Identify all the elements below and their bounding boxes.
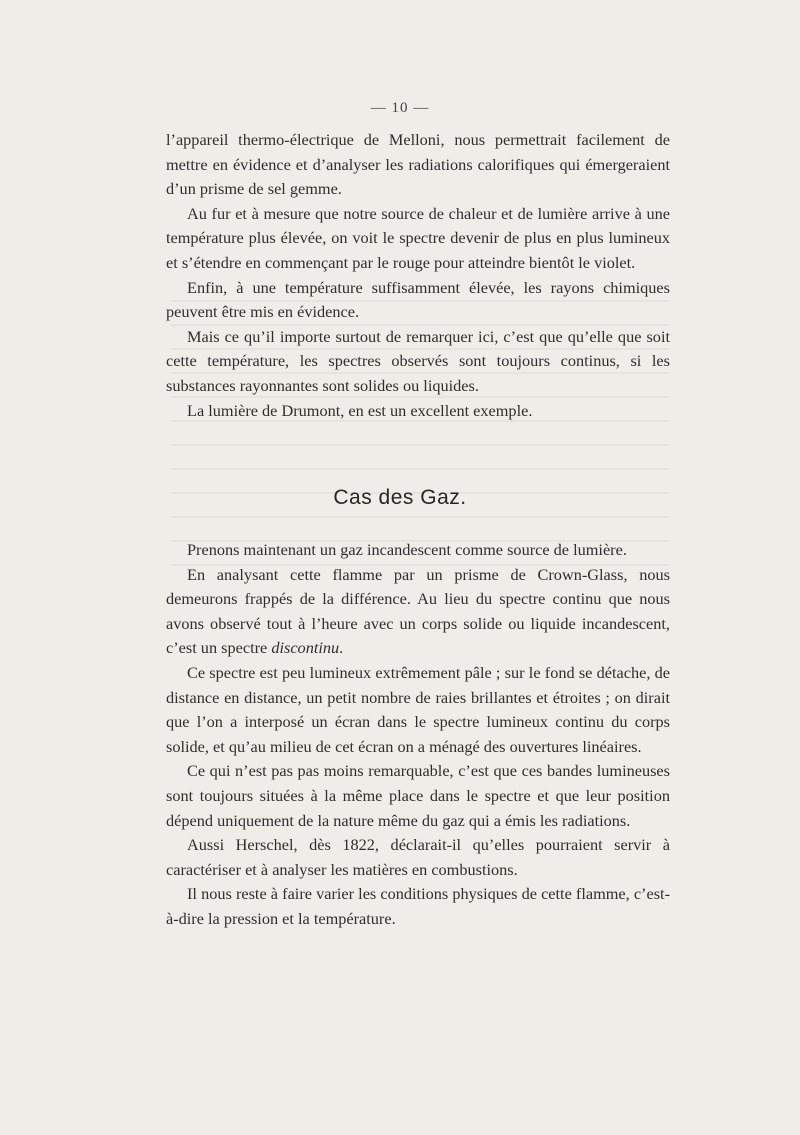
paragraph bbox=[166, 563, 670, 661]
section-heading: Cas des Gaz. bbox=[333, 486, 467, 509]
paragraph: Prenons maintenant un gaz incandescent comme source de lumière. bbox=[187, 540, 627, 559]
paragraph: Enfin, à une température suffisamment élevée, les rayons chimiques peuvent être mis en évidence. bbox=[166, 277, 670, 322]
paragraph: Ce qui n’est pas pas moins remarquable, c’est que ces bandes lumineuses sont toujours situées à la même place dans le spectre et que leur position dépend uniquement de la nature même du gaz qui a émis les radiations. bbox=[166, 761, 670, 830]
paragraph: Ce spectre est peu lumineux extrêmement pâle ; sur le fond se détache, de distance en distance, un petit nombre de raies brillantes et étroites ; on dirait que l’on a interposé un écran dans le spectre lumineux continu du corps solide, et qu’au milieu de cet écran on a ménagé des ouvertures linéaires. bbox=[166, 662, 670, 756]
paragraph-text: . bbox=[339, 638, 344, 658]
paragraph: Mais ce qu’il importe surtout de remarquer ici, c’est que qu’elle que soit cette température, les spectres observés sont toujours continus, si les substances rayonnantes sont solides ou liquides. bbox=[166, 326, 670, 395]
paragraph: Aussi Herschel, dès 1822, déclarait-il qu’elles pourraient servir à caractériser et à analyser les matières en combustions. bbox=[166, 835, 670, 879]
page-number: — 10 — bbox=[370, 100, 430, 116]
paragraph-text: En analysant cette flamme par un prisme de Crown-Glass, nous demeurons frappés de la différence. Au lieu du spectre continu que nous avons observé tout à l’heure avec un corps solide ou liquide incandescent, c’est un spectre bbox=[166, 564, 670, 658]
paragraph: l’appareil thermo-électrique de Melloni, nous permettrait facilement de mettre en évidence et d’analyser les radiations calorifiques qui émergeraient d’un prisme de sel gemme. bbox=[166, 130, 670, 199]
paragraph: Il nous reste à faire varier les conditions physiques de cette flamme, c’est-à-dire la pression et la température. bbox=[166, 884, 670, 928]
paragraph: Au fur et à mesure que notre source de chaleur et de lumière arrive à une température plus élevée, on voit le spectre devenir de plus en plus lumineux et s’étendre en commençant par le rouge pour atteindre bientôt le violet. bbox=[166, 203, 670, 272]
paragraph: La lumière de Drumont, en est un excellent exemple. bbox=[187, 400, 533, 420]
body-text-top bbox=[166, 128, 670, 423]
body-text-bottom bbox=[166, 538, 670, 932]
emphasized-word: discontinu bbox=[271, 638, 340, 658]
